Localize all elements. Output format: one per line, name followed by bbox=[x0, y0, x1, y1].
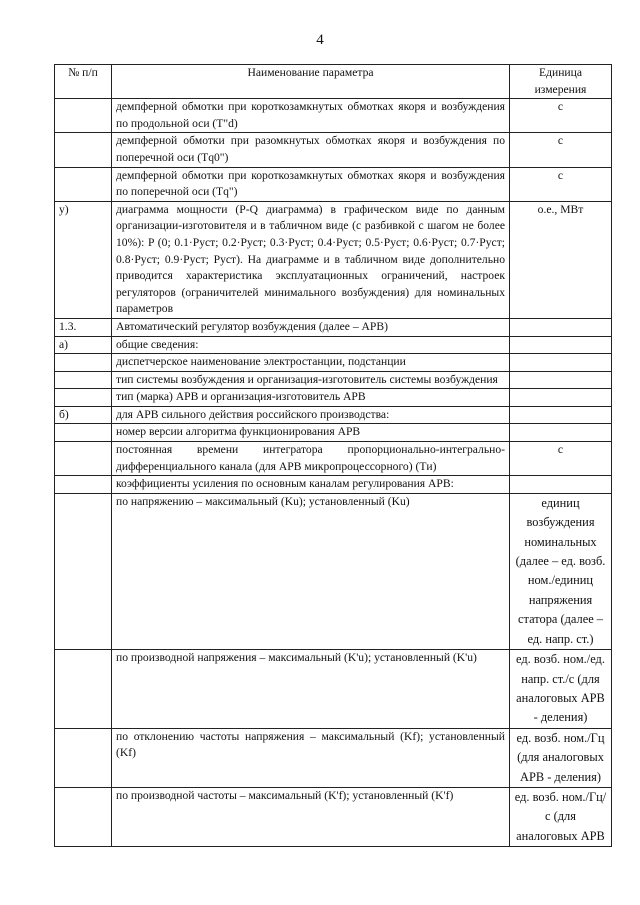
row-unit bbox=[510, 389, 612, 407]
row-parameter-name: коэффициенты усиления по основным каналам регулирования АРВ: bbox=[112, 476, 510, 494]
table-row bbox=[55, 476, 612, 494]
row-unit bbox=[510, 318, 612, 336]
table-row bbox=[55, 493, 612, 649]
table-row bbox=[55, 442, 612, 476]
row-number bbox=[55, 787, 112, 846]
table-row bbox=[55, 728, 612, 787]
table-row bbox=[55, 167, 612, 201]
row-unit: с bbox=[510, 133, 612, 167]
row-unit bbox=[510, 336, 612, 354]
row-number: 1.3. bbox=[55, 318, 112, 336]
row-unit: с bbox=[510, 167, 612, 201]
row-number bbox=[55, 476, 112, 494]
row-unit bbox=[510, 476, 612, 494]
row-parameter-name: по отклонению частоты напряжения – максимальный (Kf); установленный (Kf) bbox=[112, 728, 510, 787]
row-number bbox=[55, 133, 112, 167]
row-number: б) bbox=[55, 406, 112, 424]
row-unit: о.е., МВт bbox=[510, 201, 612, 318]
row-number bbox=[55, 728, 112, 787]
row-parameter-name: демпферной обмотки при разомкнутых обмотках якоря и возбуждения по поперечной оси (Tq0") bbox=[112, 133, 510, 167]
row-parameter-name: тип системы возбуждения и организация-изготовитель системы возбуждения bbox=[112, 371, 510, 389]
row-parameter-name: по производной частоты – максимальный (K'f); установленный (K'f) bbox=[112, 787, 510, 846]
table-row bbox=[55, 424, 612, 442]
table-row bbox=[55, 650, 612, 729]
table-row bbox=[55, 406, 612, 424]
table-row bbox=[55, 318, 612, 336]
table-row bbox=[55, 371, 612, 389]
header-parameter-name: Наименование параметра bbox=[112, 65, 510, 99]
row-parameter-name: Автоматический регулятор возбуждения (далее – АРВ) bbox=[112, 318, 510, 336]
row-unit: ед. возб. ном./ед. напр. ст./с (для аналоговых АРВ - деления) bbox=[510, 650, 612, 729]
row-number bbox=[55, 371, 112, 389]
row-number bbox=[55, 493, 112, 649]
row-parameter-name: общие сведения: bbox=[112, 336, 510, 354]
row-parameter-name: тип (марка) АРВ и организация-изготовитель АРВ bbox=[112, 389, 510, 407]
row-parameter-name: диспетчерское наименование электростанции, подстанции bbox=[112, 354, 510, 372]
row-parameter-name: демпферной обмотки при короткозамкнутых обмотках якоря и возбуждения по поперечной оси (Tq") bbox=[112, 167, 510, 201]
row-unit: ед. возб. ном./Гц/с (для аналоговых АРВ bbox=[510, 787, 612, 846]
table-row bbox=[55, 201, 612, 318]
row-unit bbox=[510, 406, 612, 424]
table-row bbox=[55, 336, 612, 354]
row-number bbox=[55, 424, 112, 442]
table-row bbox=[55, 389, 612, 407]
parameters-table bbox=[54, 64, 612, 847]
table-row bbox=[55, 787, 612, 846]
row-parameter-name: по производной напряжения – максимальный (K'u); установленный (K'u) bbox=[112, 650, 510, 729]
header-unit: Единица измерения bbox=[510, 65, 612, 99]
row-unit: с bbox=[510, 442, 612, 476]
table-row bbox=[55, 133, 612, 167]
row-unit: единиц возбуждения номинальных (далее – ед. возб. ном./единиц напряжения статора (далее – ед. напр. ст.) bbox=[510, 493, 612, 649]
row-unit: ед. возб. ном./Гц (для аналоговых АРВ - деления) bbox=[510, 728, 612, 787]
row-number bbox=[55, 167, 112, 201]
row-parameter-name: номер версии алгоритма функционирования АРВ bbox=[112, 424, 510, 442]
header-number: № п/п bbox=[55, 65, 112, 99]
row-number bbox=[55, 389, 112, 407]
row-parameter-name: демпферной обмотки при короткозамкнутых обмотках якоря и возбуждения по продольной оси (T"d) bbox=[112, 99, 510, 133]
row-number bbox=[55, 442, 112, 476]
row-unit bbox=[510, 371, 612, 389]
page-number: 4 bbox=[316, 32, 324, 48]
row-number bbox=[55, 650, 112, 729]
row-number: а) bbox=[55, 336, 112, 354]
row-unit bbox=[510, 424, 612, 442]
row-number: у) bbox=[55, 201, 112, 318]
row-unit bbox=[510, 354, 612, 372]
table-row bbox=[55, 99, 612, 133]
row-number bbox=[55, 354, 112, 372]
row-parameter-name: по напряжению – максимальный (Ku); установленный (Ku) bbox=[112, 493, 510, 649]
row-parameter-name: для АРВ сильного действия российского производства: bbox=[112, 406, 510, 424]
table-row bbox=[55, 354, 612, 372]
table-header-row bbox=[55, 65, 612, 99]
row-parameter-name: диаграмма мощности (P-Q диаграмма) в графическом виде по данным организации-изготовителя и в табличном виде (с разбивкой с шагом не более 10%): P (0; 0.1·Руст; 0.2·Руст; 0.3·Руст; 0.4·Руст; 0.5·Руст; 0.6·Руст; 0.7·Руст; 0.8·Руст; 0.9·Руст; Руст). На диаграмме и в табличном виде дополнительно приводится характеристика эксплуатационных ограничений, настроек регуляторов (ограничителей минимального возбуждения) для номинальных параметров bbox=[112, 201, 510, 318]
row-parameter-name: постоянная времени интегратора пропорционально-интегрально-дифференциального канала (для АРВ микропроцессорного) (Tи) bbox=[112, 442, 510, 476]
row-unit: с bbox=[510, 99, 612, 133]
row-number bbox=[55, 99, 112, 133]
